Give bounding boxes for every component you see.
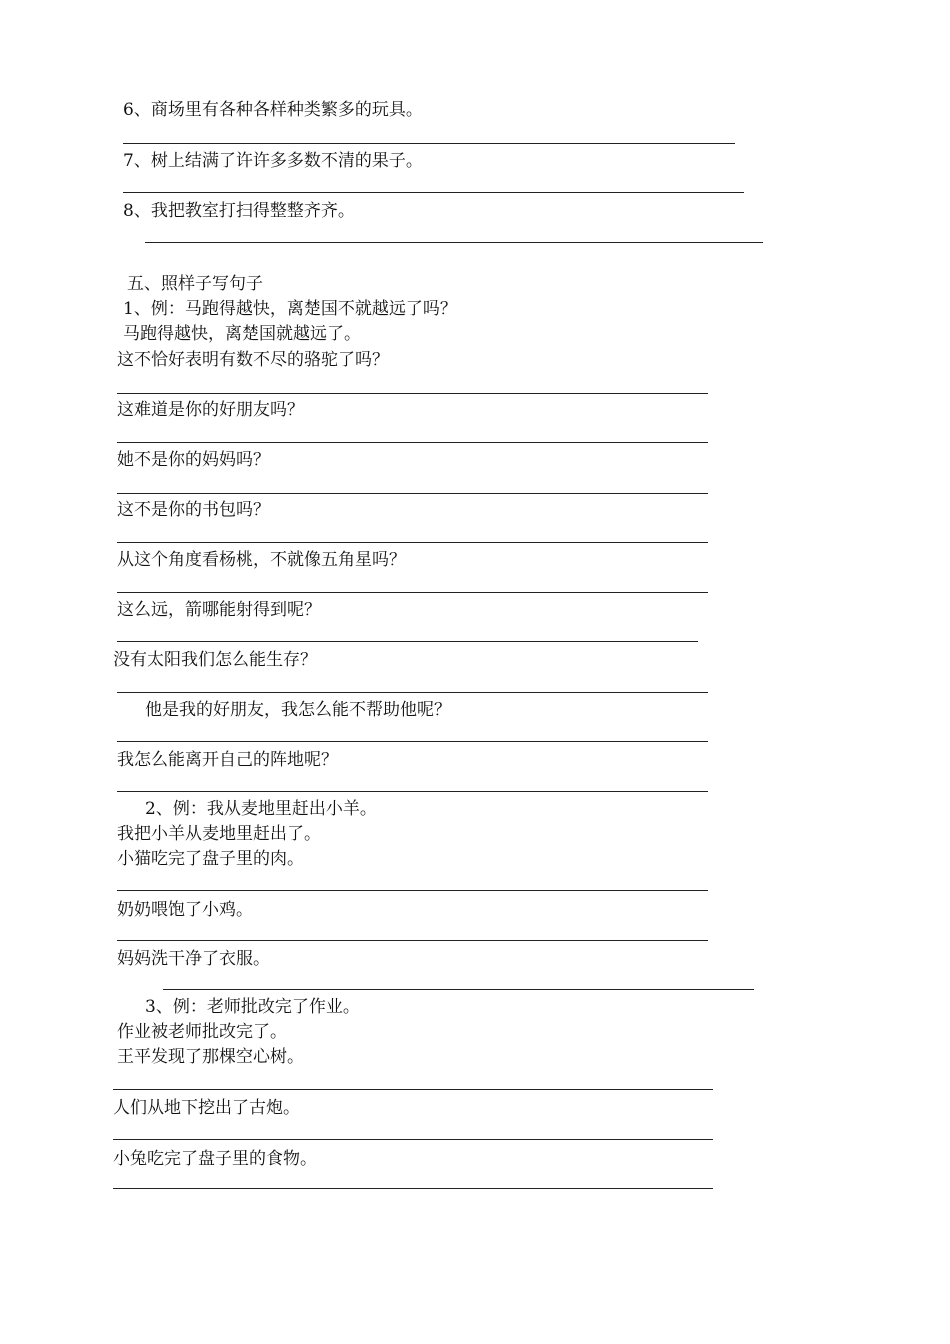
answer-line[interactable]: [145, 242, 763, 243]
example-2: 2、例：我从麦地里赶出小羊。: [145, 799, 377, 819]
answer-line[interactable]: [117, 542, 708, 543]
example-3: 3、例：老师批改完了作业。: [145, 997, 360, 1017]
question-1-7: 没有太阳我们怎么能生存？: [113, 650, 317, 670]
answer-line[interactable]: [117, 791, 708, 792]
exercise-7: 7、树上结满了许许多多数不清的果子。: [123, 151, 423, 171]
question-1-5: 从这个角度看杨桃，不就像五角星吗？: [117, 550, 406, 570]
answer-line[interactable]: [113, 1139, 713, 1140]
question-1-8: 他是我的好朋友，我怎么能不帮助他呢？: [145, 700, 451, 720]
question-2-1: 小猫吃完了盘子里的肉。: [117, 849, 304, 869]
example-1: 1、例：马跑得越快，离楚国不就越远了吗？: [123, 299, 457, 319]
answer-line[interactable]: [117, 890, 708, 891]
answer-line[interactable]: [117, 692, 708, 693]
answer-line[interactable]: [117, 393, 708, 394]
answer-line[interactable]: [123, 143, 735, 144]
question-1-1: 这不恰好表明有数不尽的骆驼了吗？: [117, 350, 389, 370]
exercise-6: 6、商场里有各种各样种类繁多的玩具。: [123, 100, 423, 120]
answer-line[interactable]: [117, 493, 708, 494]
question-2-2: 奶奶喂饱了小鸡。: [117, 900, 253, 920]
answer-line[interactable]: [163, 989, 754, 990]
example-2-answer: 我把小羊从麦地里赶出了。: [117, 824, 321, 844]
answer-line[interactable]: [113, 1089, 713, 1090]
answer-line[interactable]: [113, 1188, 713, 1189]
exercise-8: 8、我把教室打扫得整整齐齐。: [123, 201, 355, 221]
answer-line[interactable]: [117, 741, 708, 742]
answer-line[interactable]: [123, 192, 744, 193]
question-3-1: 王平发现了那棵空心树。: [117, 1047, 304, 1067]
answer-line[interactable]: [117, 442, 708, 443]
example-1-answer: 马跑得越快，离楚国就越远了。: [123, 324, 361, 344]
section-title: 五、照样子写句子: [127, 274, 263, 294]
question-3-3: 小兔吃完了盘子里的食物。: [113, 1149, 317, 1169]
answer-line[interactable]: [117, 641, 698, 642]
question-1-2: 这难道是你的好朋友吗？: [117, 400, 304, 420]
question-1-9: 我怎么能离开自己的阵地呢？: [117, 750, 338, 770]
example-3-answer: 作业被老师批改完了。: [117, 1022, 287, 1042]
question-1-3: 她不是你的妈妈吗？: [117, 450, 270, 470]
answer-line[interactable]: [117, 940, 708, 941]
question-1-6: 这么远，箭哪能射得到呢？: [117, 600, 321, 620]
answer-line[interactable]: [117, 592, 708, 593]
question-2-3: 妈妈洗干净了衣服。: [117, 949, 270, 969]
question-1-4: 这不是你的书包吗？: [117, 500, 270, 520]
question-3-2: 人们从地下挖出了古炮。: [113, 1098, 300, 1118]
